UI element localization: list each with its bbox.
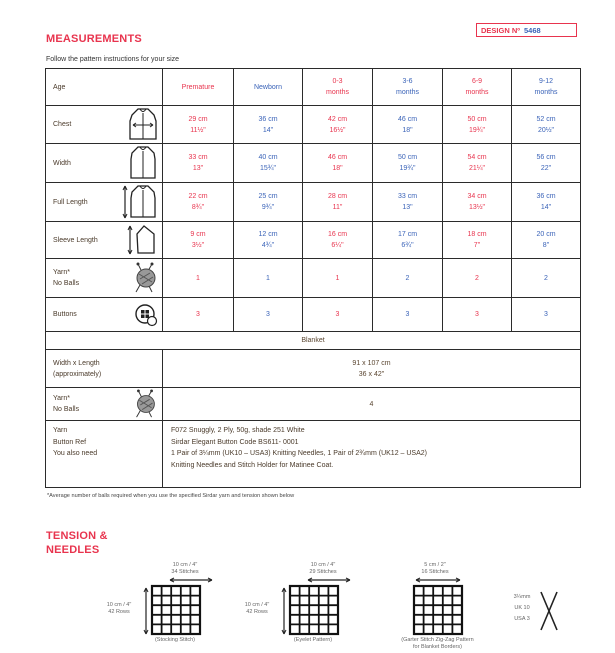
- buttons-row: [46, 298, 581, 332]
- blanket-yarn-value: 4: [163, 388, 581, 421]
- blanket-size-value: 91 x 107 cm 36 x 42": [163, 350, 581, 388]
- blanket-yarn-row: [46, 388, 581, 421]
- details-row: [46, 421, 581, 488]
- value-cell: 3: [373, 298, 443, 332]
- value-cell: 56 cm 22": [512, 144, 581, 183]
- swatch-width-label: 10 cm / 4" 29 Stitches: [309, 562, 337, 575]
- footnote: *Average number of balls required when you use the specified Sirdar yarn and tension shown below: [47, 493, 295, 499]
- value-cell: 50 cm 19¾": [443, 106, 512, 144]
- sleeve-length-icon: [126, 224, 158, 256]
- value-cell: 3: [443, 298, 512, 332]
- value-cell: 28 cm 11": [303, 183, 373, 222]
- button-icon: [134, 303, 158, 327]
- row-label: Yarn* No Balls: [46, 259, 163, 298]
- value-cell: 42 cm 16½": [303, 106, 373, 144]
- garment-length-icon: [122, 184, 158, 220]
- subtitle: Follow the pattern instructions for your size: [46, 56, 180, 63]
- value-cell: 17 cm 6¾": [373, 222, 443, 259]
- page-title: MEASUREMENTS: [46, 33, 142, 45]
- row-label: Buttons: [46, 298, 163, 332]
- tension-title: TENSION & NEEDLES: [46, 530, 108, 556]
- value-cell: 36 cm 14": [512, 183, 581, 222]
- design-label: DESIGN Nº: [481, 26, 520, 35]
- swatch-caption: (Eyelet Pattern): [293, 637, 333, 643]
- value-cell: 52 cm 20½": [512, 106, 581, 144]
- value-cell: 2: [443, 259, 512, 298]
- value-cell: 46 cm 18": [373, 106, 443, 144]
- details-values: [163, 421, 581, 488]
- value-cell: 2: [512, 259, 581, 298]
- size-header: Premature: [163, 69, 234, 106]
- value-cell: 9 cm 3½": [163, 222, 234, 259]
- value-cell: 3: [163, 298, 234, 332]
- row-label: Width: [46, 144, 163, 183]
- knitting-needles-icon: [538, 590, 560, 632]
- blanket-heading: Blanket: [46, 332, 581, 350]
- value-cell: 2: [373, 259, 443, 298]
- blanket-size-row: [46, 350, 581, 388]
- garment-chest-icon: [128, 107, 158, 143]
- size-header: Newborn: [234, 69, 303, 106]
- size-header: 3-6 months: [373, 69, 443, 106]
- value-cell: 33 cm 13": [373, 183, 443, 222]
- value-cell: 54 cm 21¼": [443, 144, 512, 183]
- yarn-row: [46, 259, 581, 298]
- value-cell: 22 cm 8¾": [163, 183, 234, 222]
- swatch-height-label: 10 cm / 4" 42 Rows: [244, 602, 270, 615]
- yarn-detail: F072 Snuggly, 2 Ply, 50g, shade 251 White: [171, 427, 305, 434]
- details-labels: Yarn Button Ref You also need: [46, 421, 163, 488]
- yarn-ball-icon: [132, 389, 158, 419]
- design-number: 5468: [524, 26, 541, 35]
- table-row: [46, 183, 581, 222]
- design-number-badge: [476, 23, 577, 37]
- swatch-width-label: 10 cm / 4" 34 Stitches: [171, 562, 199, 575]
- swatch-grid-icon: [142, 576, 222, 638]
- needle-labels: 3¼mm UK 10 USA 3: [513, 594, 531, 622]
- size-header: 0-3 months: [303, 69, 373, 106]
- age-label: Age: [46, 69, 163, 106]
- also-need-detail: 1 Pair of 3¼mm (UK10 – USA3) Knitting Needles, 1 Pair of 2¾mm (UK12 – USA2): [171, 450, 427, 457]
- value-cell: 1: [163, 259, 234, 298]
- value-cell: 18 cm 7": [443, 222, 512, 259]
- swatch-width-label: 5 cm / 2" 16 Stitches: [421, 562, 449, 575]
- value-cell: 25 cm 9¾": [234, 183, 303, 222]
- size-header: 6-9 months: [443, 69, 512, 106]
- value-cell: 40 cm 15¾": [234, 144, 303, 183]
- tension-swatch-stocking: [100, 562, 230, 652]
- size-header: 9-12 months: [512, 69, 581, 106]
- value-cell: 33 cm 13": [163, 144, 234, 183]
- value-cell: 12 cm 4¾": [234, 222, 303, 259]
- row-label: Full Length: [46, 183, 163, 222]
- also-need-detail-continued: Knitting Needles and Stitch Holder for Matinee Coat.: [171, 461, 334, 469]
- value-cell: 50 cm 19¾": [373, 144, 443, 183]
- button-ref-detail: Sirdar Elegant Button Code BS611- 0001: [171, 438, 299, 446]
- tension-swatch-garter: [370, 562, 510, 653]
- value-cell: 1: [234, 259, 303, 298]
- swatch-caption: (Stocking Stitch): [154, 637, 196, 643]
- value-cell: 34 cm 13½": [443, 183, 512, 222]
- row-label: Yarn* No Balls: [46, 388, 163, 421]
- row-label: Width x Length (approximately): [46, 350, 163, 388]
- garment-width-icon: [128, 145, 158, 181]
- swatch-height-label: 10 cm / 4" 42 Rows: [106, 602, 132, 615]
- row-label: Chest: [46, 106, 163, 144]
- row-label: Sleeve Length: [46, 222, 163, 259]
- needle-info: [508, 590, 568, 635]
- swatch-grid-icon: [280, 576, 360, 638]
- value-cell: 29 cm 11½": [163, 106, 234, 144]
- table-row: [46, 144, 581, 183]
- table-row: [46, 222, 581, 259]
- value-cell: 16 cm 6¼": [303, 222, 373, 259]
- value-cell: 3: [303, 298, 373, 332]
- value-cell: 3: [512, 298, 581, 332]
- swatch-grid-icon: [406, 576, 468, 638]
- value-cell: 3: [234, 298, 303, 332]
- value-cell: 36 cm 14": [234, 106, 303, 144]
- value-cell: 20 cm 8": [512, 222, 581, 259]
- table-row: [46, 106, 581, 144]
- swatch-caption: (Garter Stitch Zig-Zag Pattern for Blanket Borders): [401, 637, 474, 650]
- age-row: [46, 69, 581, 106]
- tension-swatch-eyelet: [238, 562, 368, 652]
- value-cell: 46 cm 18": [303, 144, 373, 183]
- value-cell: 1: [303, 259, 373, 298]
- blanket-heading-row: [46, 332, 581, 350]
- measurements-table: [45, 68, 581, 488]
- yarn-ball-icon: [132, 262, 158, 294]
